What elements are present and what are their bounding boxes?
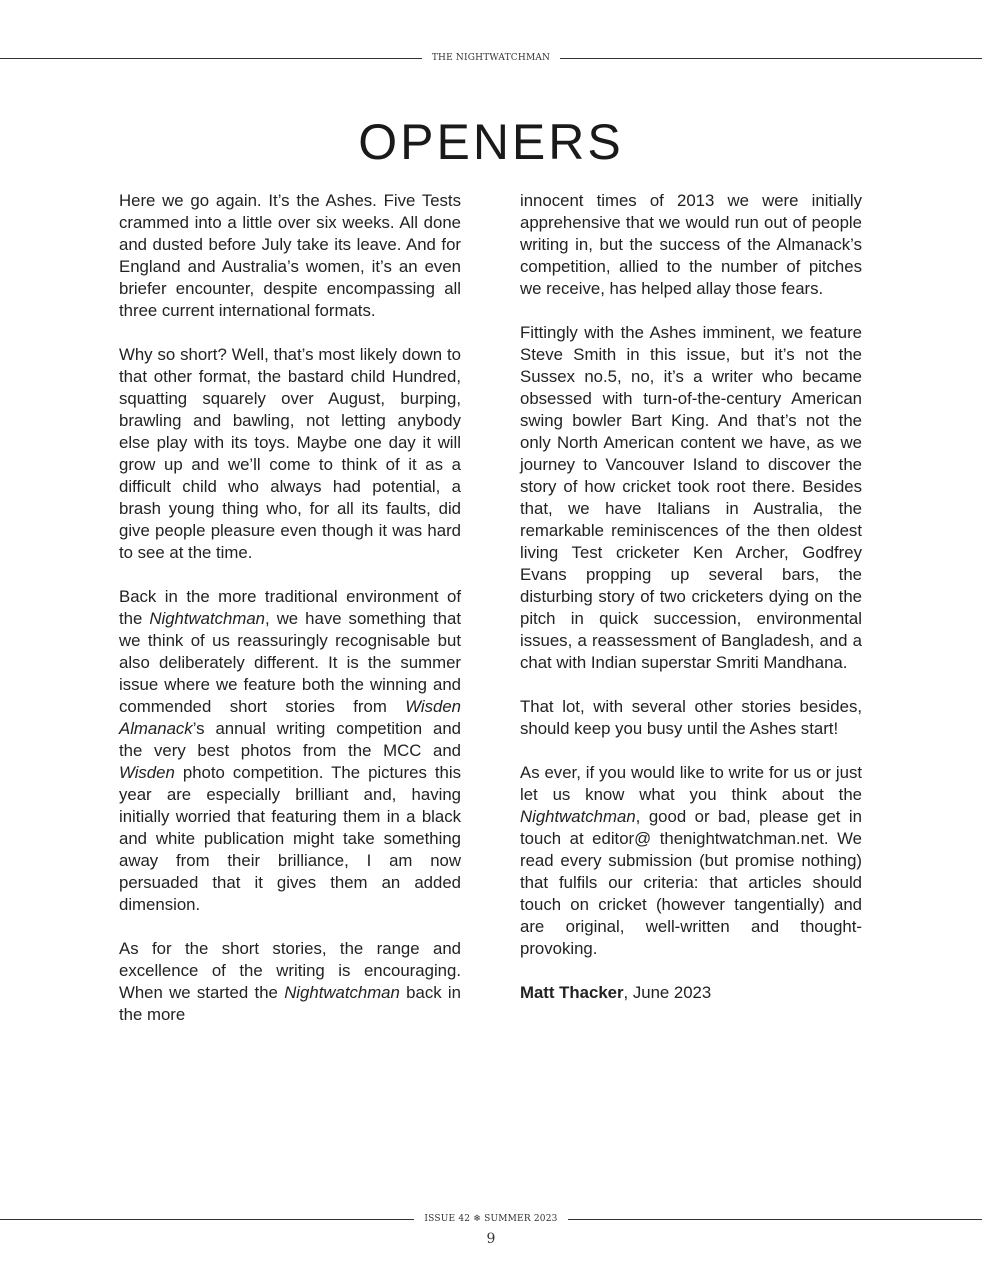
- left-column: [119, 190, 461, 1048]
- page-title: OPENERS: [358, 114, 624, 170]
- header-rule: [0, 52, 982, 64]
- author-name: Matt Thacker: [520, 983, 624, 1002]
- paragraph: Why so short? Well, that’s most likely down to that other format, the bastard child Hundred, squatting squarely over August, burping, brawling and bawling, not letting anybody else play with its toys. Maybe one day it will grow up and we’ll come to think of it as a difficult child who always had potential, a brash young thing who, for all its faults, did give people pleasure even though it was hard to see at the time.: [119, 345, 461, 562]
- running-title: THE NIGHTWATCHMAN: [422, 53, 560, 63]
- footer-rule: [0, 1213, 982, 1225]
- paragraph: Fittingly with the Ashes imminent, we feature Steve Smith in this issue, but it’s not the Sussex no.5, no, it’s a writer who became obsessed with turn-of-the-century American swing bowler Bart King. And that’s not the only North American content we have, as we journey to Vancouver Island to discover the story of how cricket took root there. Besides that, we have Italians in Australia, the remarkable reminiscences of the then oldest living Test cricketer Ken Archer, Godfrey Evans propping up several bars, the disturbing story of two cricketers dying on the pitch in quick succession, environmental issues, a reassessment of Bangladesh, and a chat with Indian superstar Smriti Mandhana.: [520, 323, 862, 672]
- paragraph: innocent times of 2013 we were initially apprehensive that we would run out of people writing in, but the success of the Almanack’s competition, allied to the number of pitches we receive, has helped allay those fears.: [520, 191, 862, 298]
- paragraph: Here we go again. It’s the Ashes. Five Tests crammed into a little over six weeks. All done and dusted before July take its leave. And for England and Australia’s women, it’s an even briefer encounter, despite encompassing all three current international formats.: [119, 191, 461, 320]
- paragraph: As ever, if you would like to write for us or just let us know what you think about the Nightwatchman, good or bad, please get in touch at editor@ thenightwatchman.net. We read every submission (but promise nothing) that fulfils our criteria: that articles should touch on cricket (however tangentially) and are original, well-written and thought-provoking.: [520, 763, 862, 958]
- paragraph: Back in the more traditional environment of the Nightwatchman, we have something that we think of us reassuringly recognisable but also deliberately different. It is the summer issue where we feature both the winning and commended short stories from Wisden Almanack’s annual writing competition and the very best photos from the MCC and Wisden photo competition. The pictures this year are especially brilliant and, having initially worried that featuring them in a black and white publication might take something away from their brilliance, I am now persuaded that it gives them an added dimension.: [119, 587, 461, 914]
- signature-date: , June 2023: [623, 983, 712, 1002]
- signature: [520, 982, 862, 1004]
- issue-label: ISSUE 42 ❄ SUMMER 2023: [414, 1214, 567, 1224]
- page-number: 9: [486, 1231, 496, 1247]
- right-column: [520, 190, 862, 1026]
- paragraph: As for the short stories, the range and excellence of the writing is encouraging. When we started the Nightwatchman back in the more: [119, 939, 461, 1024]
- paragraph: That lot, with several other stories besides, should keep you busy until the Ashes start!: [520, 697, 862, 738]
